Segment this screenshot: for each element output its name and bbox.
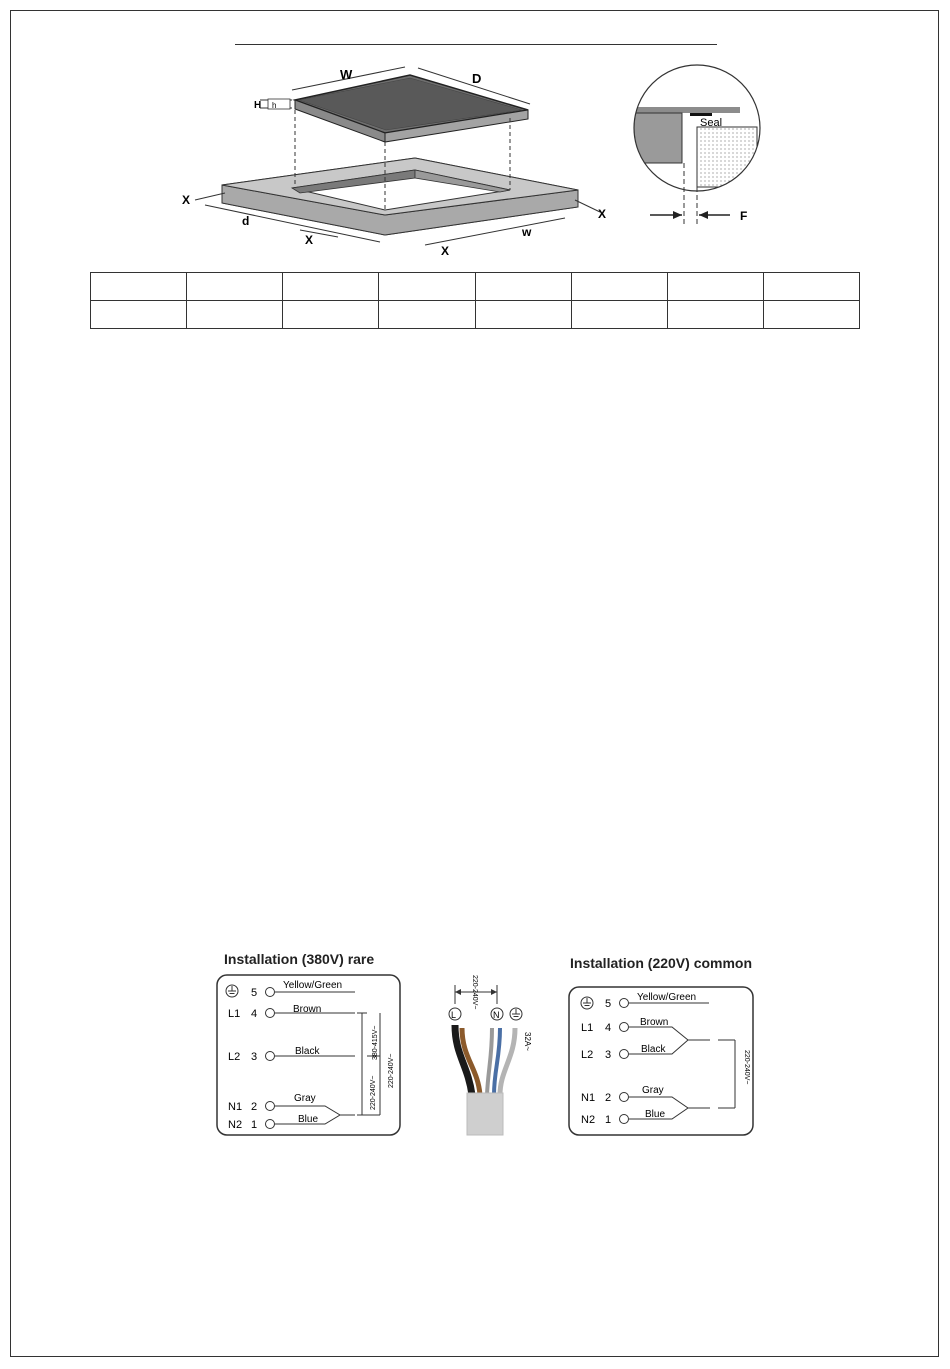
table-cell [379, 273, 475, 301]
wire-label-blue: Blue [645, 1109, 666, 1120]
table-row [91, 273, 860, 301]
table-cell [763, 301, 859, 329]
terminal-label-n2: N2 [581, 1114, 596, 1126]
terminal-label-n2: N2 [228, 1119, 243, 1131]
spec-table [90, 272, 860, 329]
label-w: w [522, 225, 532, 239]
wire-label-black: Black [295, 1046, 320, 1057]
f-label: F [740, 209, 748, 223]
table-cell [763, 273, 859, 301]
table-cell [283, 273, 379, 301]
table-cell [91, 301, 187, 329]
wiring-diagrams [0, 970, 950, 1170]
table-cell [91, 273, 187, 301]
wire-label-black: Black [641, 1044, 666, 1055]
table-cell [475, 273, 571, 301]
label-D: D [472, 71, 482, 86]
table-cell [283, 301, 379, 329]
terminal-label-n1: N1 [228, 1101, 243, 1113]
label-X-right: X [598, 207, 607, 221]
terminal-label-n1: N1 [581, 1092, 596, 1104]
cable-figure [449, 975, 532, 1135]
terminal-num-2: 2 [605, 1092, 612, 1104]
terminal-label-l1: L1 [581, 1022, 594, 1034]
terminal-label-l2: L2 [228, 1051, 241, 1063]
label-X-bottom: X [441, 244, 450, 258]
label-H: H [254, 100, 262, 111]
table-cell [667, 301, 763, 329]
cable-n-label: N [493, 1010, 500, 1020]
terminal-num-3: 3 [251, 1051, 258, 1063]
voltage-label-220-a: 220-240V~ [388, 1053, 395, 1088]
cable-voltage-label: 220-240V~ [471, 975, 478, 1010]
label-h: h [272, 101, 277, 110]
voltage-label-220: 220-240V~ [743, 1050, 750, 1085]
seal-label: Seal [700, 117, 723, 129]
label-X-front: X [305, 233, 314, 247]
wire-label-blue: Blue [298, 1114, 319, 1125]
table-cell [475, 301, 571, 329]
wire-label-gray: Gray [294, 1093, 316, 1104]
label-W: W [340, 67, 353, 82]
wiring-380-title: Installation (380V) rare [224, 951, 375, 967]
voltage-label-220-b: 220-240V~ [370, 1075, 377, 1110]
wire-label-brown: Brown [640, 1017, 669, 1028]
wire-label-brown: Brown [293, 1004, 322, 1015]
terminal-num-4: 4 [251, 1008, 258, 1020]
cable-l-label: L [451, 1010, 457, 1020]
table-cell [667, 273, 763, 301]
terminal-num-5: 5 [605, 998, 612, 1010]
terminal-label-l1: L1 [228, 1008, 241, 1020]
voltage-label-380: 380-415V~ [372, 1025, 379, 1060]
label-X-left: X [182, 193, 191, 207]
wire-label-yellow-green: Yellow/Green [637, 992, 697, 1003]
wiring-380-diagram [217, 975, 400, 1135]
seal-detail [620, 107, 757, 187]
table-cell [187, 301, 283, 329]
table-cell [187, 273, 283, 301]
cable-current-label: 32A~ [523, 1032, 532, 1051]
terminal-num-5: 5 [251, 987, 258, 999]
table-cell [571, 273, 667, 301]
terminal-num-2: 2 [251, 1101, 258, 1113]
wire-label-yellow-green: Yellow/Green [283, 980, 343, 991]
wire-label-gray: Gray [642, 1085, 664, 1096]
wiring-220-diagram [569, 987, 753, 1135]
terminal-num-3: 3 [605, 1049, 612, 1061]
wiring-220-title: Installation (220V) common [570, 955, 753, 971]
terminal-num-1: 1 [251, 1119, 258, 1131]
label-d: d [242, 214, 250, 228]
terminal-num-4: 4 [605, 1022, 612, 1034]
table-cell [571, 301, 667, 329]
hob-dimensions-figure [0, 0, 950, 270]
terminal-label-l2: L2 [581, 1049, 594, 1061]
table-row [91, 301, 860, 329]
table-cell [379, 301, 475, 329]
terminal-num-1: 1 [605, 1114, 612, 1126]
